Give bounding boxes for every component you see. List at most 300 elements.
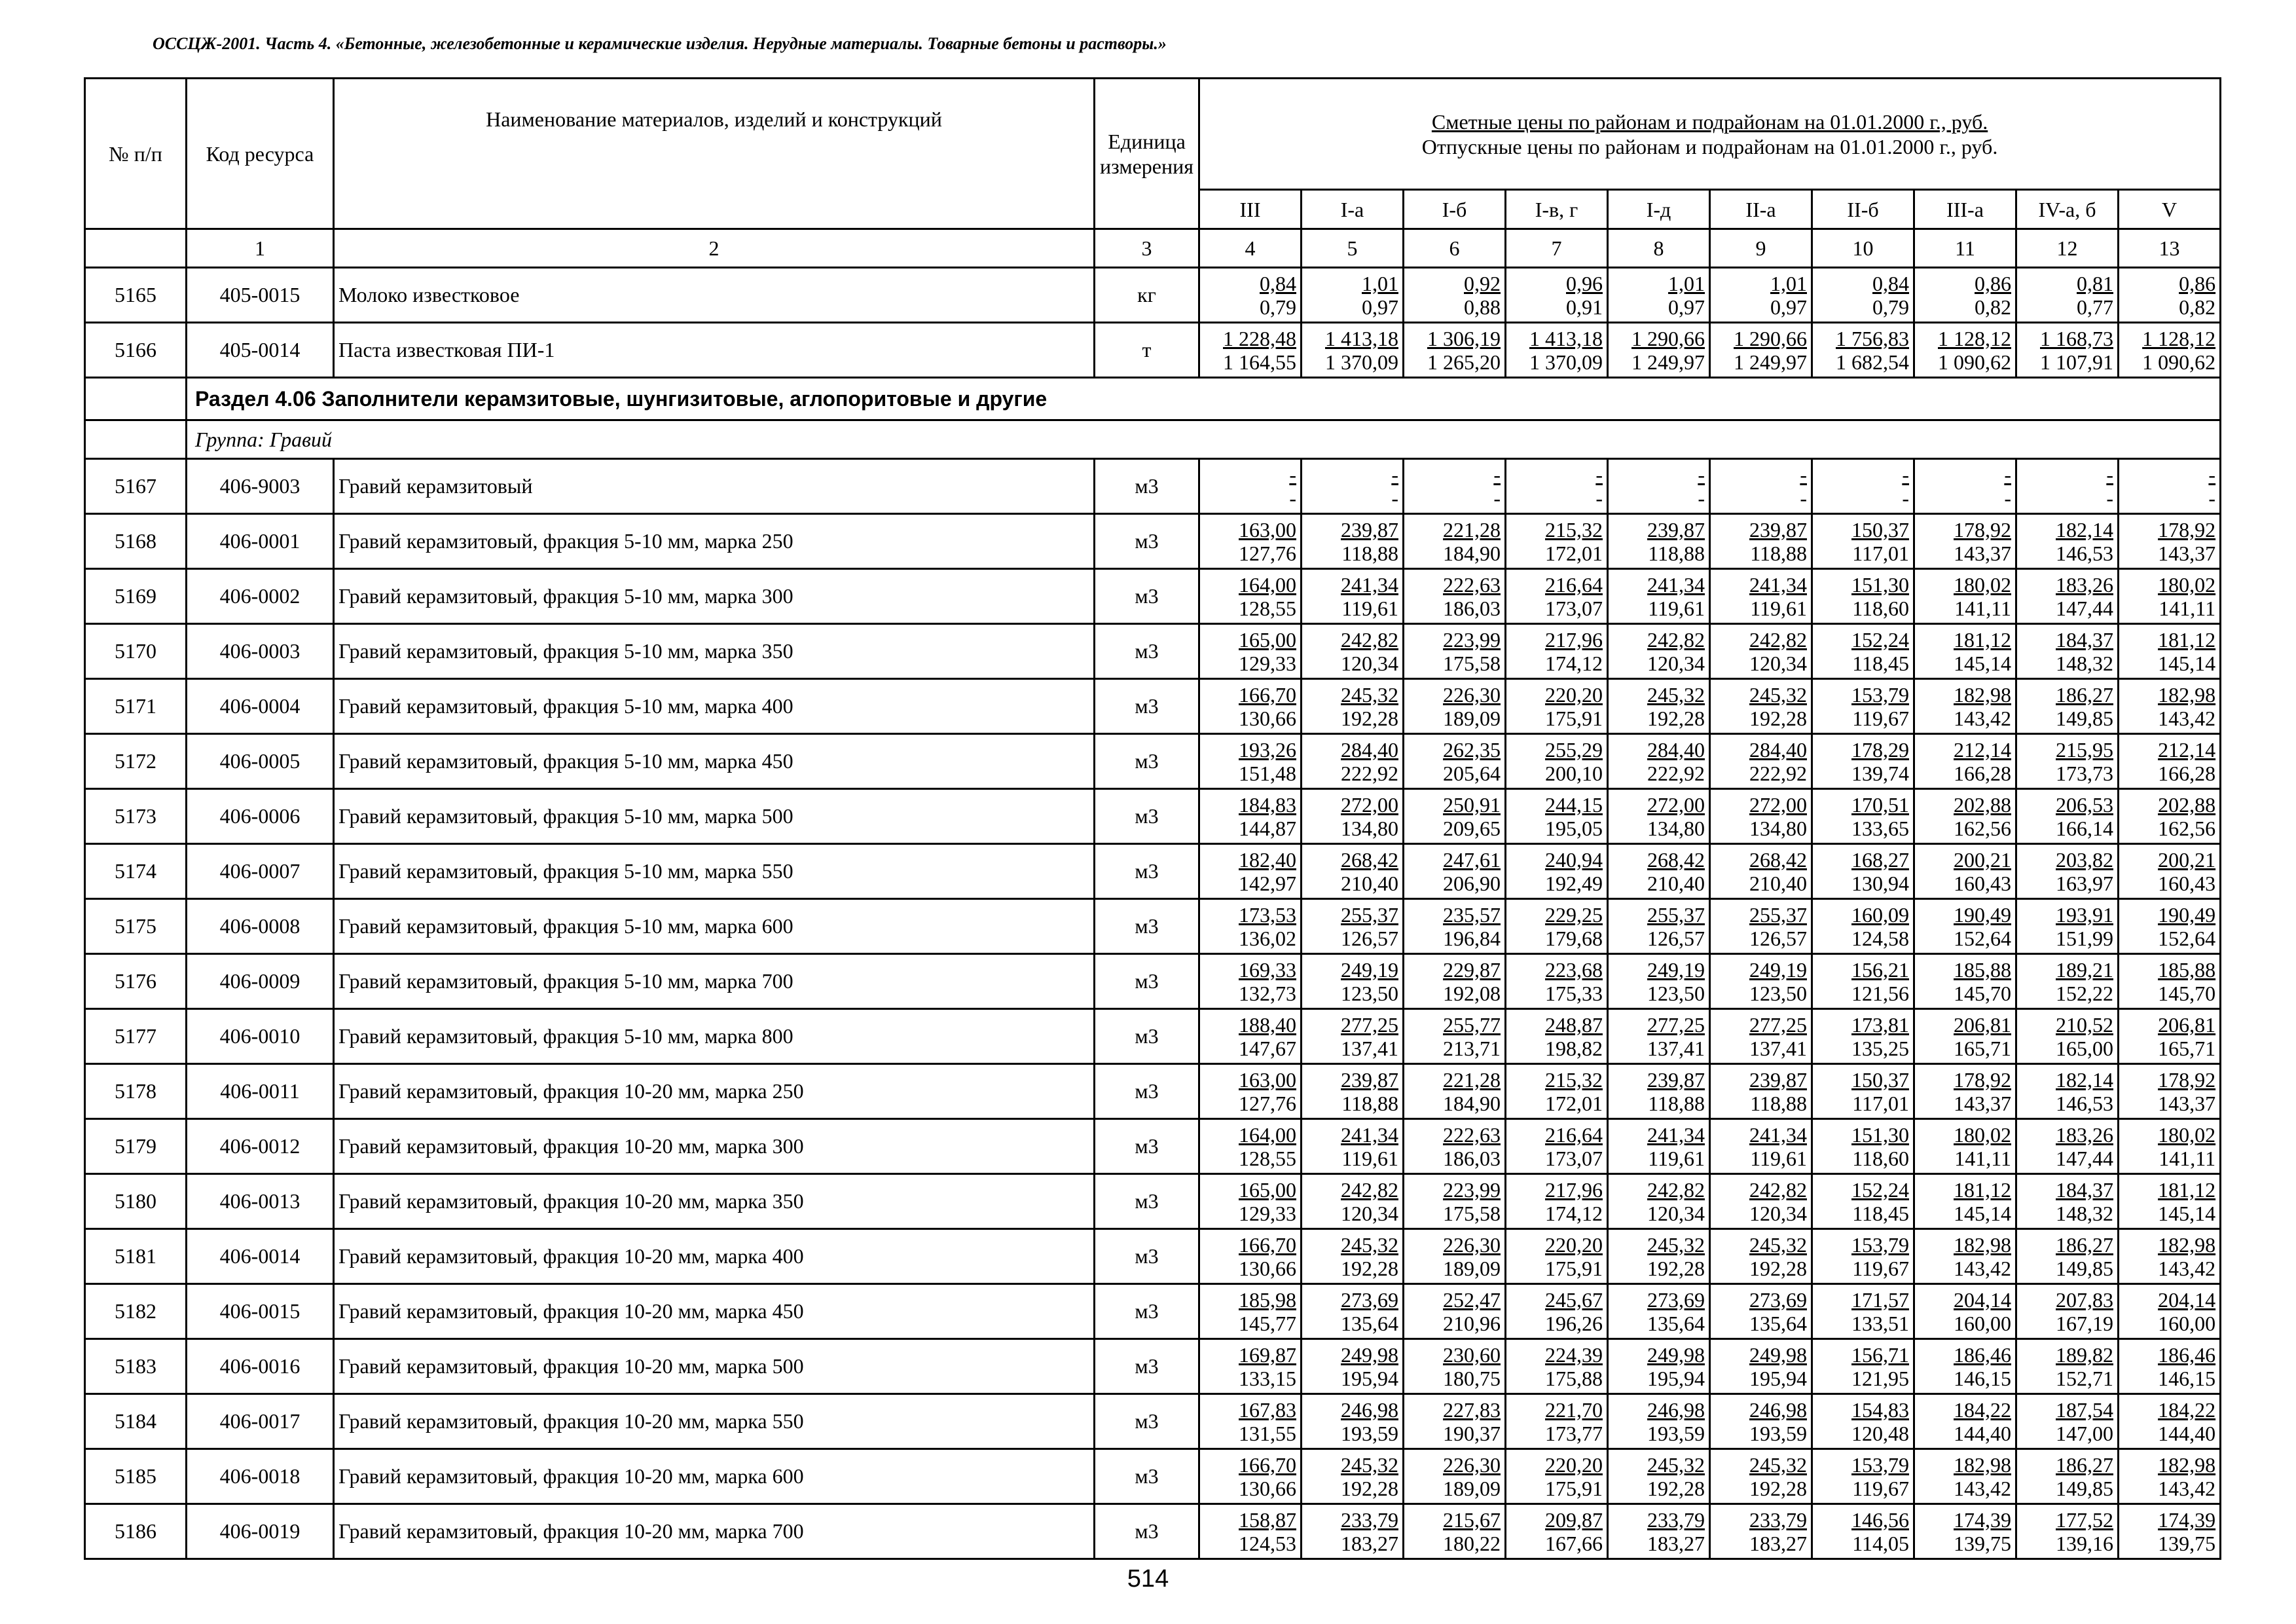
unit-of-measure: м3 [1095, 899, 1199, 954]
row-number: 5184 [85, 1394, 187, 1449]
release-price: 192,28 [1647, 706, 1705, 730]
section-blank-cell [85, 378, 187, 420]
estimate-price: 185,98 [1239, 1287, 1296, 1312]
material-name: Гравий керамзитовый, фракция 10-20 мм, марка 500 [334, 1339, 1095, 1394]
row-number: 5168 [85, 514, 187, 569]
price-cell [1506, 323, 1608, 378]
release-price: - [2106, 486, 2113, 510]
estimate-price: 226,30 [1443, 1452, 1501, 1477]
estimate-price: 242,82 [1647, 1177, 1705, 1202]
release-price: 133,15 [1239, 1366, 1296, 1390]
estimate-price: 150,37 [1851, 1067, 1909, 1092]
table-row [85, 1174, 2221, 1229]
price-cell [2016, 1394, 2119, 1449]
price-cell [1199, 624, 1302, 679]
table-row [85, 323, 2221, 378]
price-cell [1506, 1339, 1608, 1394]
estimate-price: - [1391, 462, 1398, 487]
release-price: 192,08 [1443, 981, 1501, 1005]
table-row [85, 624, 2221, 679]
estimate-price: 239,87 [1749, 517, 1807, 542]
price-cell [1199, 459, 1302, 514]
release-price: 0,82 [2179, 295, 2216, 319]
release-price: 143,37 [2158, 1091, 2216, 1115]
release-price: 167,66 [1545, 1531, 1603, 1555]
release-price: 192,28 [1749, 706, 1807, 730]
price-cell [1302, 268, 1404, 323]
estimate-price: 146,56 [1851, 1507, 1909, 1532]
estimate-price: 215,95 [2056, 737, 2113, 762]
price-cell [1404, 1284, 1506, 1339]
release-price: 134,80 [1341, 816, 1398, 840]
release-price: 145,70 [2158, 981, 2216, 1005]
estimate-price: 212,14 [1954, 737, 2011, 762]
estimate-price: 184,37 [2056, 1177, 2113, 1202]
header-region: II-б [1812, 190, 1914, 229]
price-cell [1199, 1394, 1302, 1449]
price-cell [1608, 844, 1710, 899]
estimate-price: - [1800, 462, 1807, 487]
release-price: 128,55 [1239, 596, 1296, 620]
price-cell [1302, 459, 1404, 514]
release-price: 193,59 [1647, 1421, 1705, 1445]
price-cell [1914, 268, 2016, 323]
unit-of-measure: м3 [1095, 514, 1199, 569]
release-price: 141,11 [1954, 596, 2011, 620]
table-row [85, 789, 2221, 844]
estimate-price: 187,54 [2056, 1397, 2113, 1422]
price-cell [2119, 1339, 2221, 1394]
estimate-price: 239,87 [1749, 1067, 1807, 1092]
estimate-price: 164,00 [1239, 572, 1296, 597]
estimate-price: 202,88 [2158, 792, 2216, 817]
release-price: 145,70 [1954, 981, 2011, 1005]
price-cell [1404, 1064, 1506, 1119]
estimate-price: 193,91 [2056, 902, 2113, 927]
release-price: 175,88 [1545, 1366, 1603, 1390]
release-price: 143,42 [1954, 1476, 2011, 1500]
release-price: - [1800, 486, 1807, 510]
price-cell [1199, 734, 1302, 789]
estimate-price: 0,96 [1566, 271, 1603, 295]
price-cell [1404, 789, 1506, 844]
release-price: 0,91 [1566, 295, 1603, 319]
estimate-price: 182,98 [2158, 1232, 2216, 1257]
estimate-price: 186,46 [2158, 1342, 2216, 1367]
price-cell [1608, 679, 1710, 734]
table-row [85, 734, 2221, 789]
material-name: Гравий керамзитовый, фракция 5-10 мм, марка 350 [334, 624, 1095, 679]
column-index: 3 [1095, 229, 1199, 268]
estimate-price: 245,32 [1749, 1452, 1807, 1477]
column-index: 11 [1914, 229, 2016, 268]
price-cell [1710, 954, 1812, 1009]
price-cell [2016, 1449, 2119, 1504]
price-cell [1302, 1229, 1404, 1284]
estimate-price: 220,20 [1545, 682, 1603, 707]
estimate-price: 249,19 [1749, 957, 1807, 982]
table-row [85, 954, 2221, 1009]
estimate-price: 273,69 [1647, 1287, 1705, 1312]
release-price: 184,90 [1443, 541, 1501, 565]
estimate-price: 284,40 [1647, 737, 1705, 762]
unit-of-measure: м3 [1095, 1339, 1199, 1394]
price-cell [1199, 789, 1302, 844]
price-cell [1302, 899, 1404, 954]
estimate-price: 249,98 [1647, 1342, 1705, 1367]
release-price: 195,94 [1647, 1366, 1705, 1390]
page-header: ОССЦЖ-2001. Часть 4. «Бетонные, железобетонные и керамические изделия. Нерудные материалы. Товарные бетоны и растворы.» [153, 34, 1167, 53]
unit-of-measure: кг [1095, 268, 1199, 323]
release-price: 135,64 [1647, 1311, 1705, 1335]
price-cell [1302, 734, 1404, 789]
column-index: 2 [334, 229, 1095, 268]
estimate-price: 239,87 [1341, 517, 1398, 542]
estimate-price: 221,28 [1443, 517, 1501, 542]
estimate-price: - [1493, 462, 1501, 487]
price-cell [1199, 899, 1302, 954]
price-cell [1710, 1229, 1812, 1284]
estimate-price: 183,26 [2056, 572, 2113, 597]
price-cell [2016, 1339, 2119, 1394]
estimate-price: 1 413,18 [1529, 326, 1603, 350]
estimate-price: 222,63 [1443, 572, 1501, 597]
resource-code: 405-0015 [187, 268, 334, 323]
price-cell [2119, 1119, 2221, 1174]
release-price: 118,45 [1852, 651, 1909, 675]
price-cell [1302, 679, 1404, 734]
price-cell [1506, 1394, 1608, 1449]
release-price: 180,22 [1443, 1531, 1501, 1555]
release-price: 118,88 [1750, 1091, 1807, 1115]
price-cell [1404, 1394, 1506, 1449]
release-price: 0,77 [2077, 295, 2113, 319]
estimate-price: 284,40 [1341, 737, 1398, 762]
release-price: 137,41 [1749, 1036, 1807, 1060]
estimate-price: 268,42 [1749, 847, 1807, 872]
release-price: 0,97 [1770, 295, 1807, 319]
price-cell [1506, 569, 1608, 624]
release-price: 126,57 [1749, 926, 1807, 950]
estimate-price: 182,98 [2158, 682, 2216, 707]
estimate-price: 1 290,66 [1631, 326, 1705, 350]
estimate-price: 1,01 [1668, 271, 1705, 295]
resource-code: 405-0014 [187, 323, 334, 378]
release-price: 175,58 [1443, 1201, 1501, 1225]
price-cell [1302, 1009, 1404, 1064]
price-cell [2119, 789, 2221, 844]
release-price: 143,37 [1954, 1091, 2011, 1115]
release-price: 120,34 [1647, 1201, 1705, 1225]
header-prices-otpusk: Отпускные цены по районам и подрайонам на 01.01.2000 г., руб. [1421, 134, 1998, 158]
price-cell [1199, 1064, 1302, 1119]
estimate-price: 152,24 [1851, 627, 1909, 652]
estimate-price: 160,09 [1851, 902, 1909, 927]
release-price: 118,88 [1648, 541, 1705, 565]
release-price: 143,42 [2158, 706, 2216, 730]
release-price: 1 370,09 [1325, 350, 1398, 374]
estimate-price: 268,42 [1647, 847, 1705, 872]
release-price: 148,32 [2056, 651, 2113, 675]
table-row [85, 1119, 2221, 1174]
release-price: 193,59 [1749, 1421, 1807, 1445]
release-price: 135,64 [1749, 1311, 1807, 1335]
material-name: Гравий керамзитовый [334, 459, 1095, 514]
price-cell [1812, 1119, 1914, 1174]
price-cell [2016, 1119, 2119, 1174]
price-cell [1302, 789, 1404, 844]
estimate-price: 222,63 [1443, 1122, 1501, 1147]
estimate-price: 0,84 [1260, 271, 1296, 295]
price-cell [1404, 1009, 1506, 1064]
estimate-price: 166,70 [1239, 1232, 1296, 1257]
price-cell [1608, 899, 1710, 954]
release-price: 127,76 [1239, 1091, 1296, 1115]
estimate-price: 189,21 [2056, 957, 2113, 982]
row-number: 5166 [85, 323, 187, 378]
release-price: 1 249,97 [1734, 350, 1807, 374]
price-cell [1710, 1174, 1812, 1229]
release-price: 127,76 [1239, 541, 1296, 565]
resource-code: 406-0013 [187, 1174, 334, 1229]
release-price: 118,60 [1852, 1146, 1909, 1170]
resource-code: 406-0017 [187, 1394, 334, 1449]
release-price: 118,88 [1750, 541, 1807, 565]
material-name: Гравий керамзитовый, фракция 10-20 мм, марка 250 [334, 1064, 1095, 1119]
estimate-price: 1 168,73 [2040, 326, 2113, 350]
estimate-price: 242,82 [1749, 1177, 1807, 1202]
material-name: Гравий керамзитовый, фракция 10-20 мм, марка 600 [334, 1449, 1095, 1504]
price-cell [1812, 1064, 1914, 1119]
estimate-price: 1 306,19 [1427, 326, 1501, 350]
estimate-price: 272,00 [1341, 792, 1398, 817]
release-price: 162,56 [1954, 816, 2011, 840]
estimate-price: 241,34 [1341, 1122, 1398, 1147]
price-cell [1608, 1174, 1710, 1229]
price-cell [1812, 1284, 1914, 1339]
estimate-price: 230,60 [1443, 1342, 1501, 1367]
price-cell [2016, 789, 2119, 844]
release-price: 210,40 [1341, 871, 1398, 895]
estimate-price: 245,32 [1749, 682, 1807, 707]
release-price: 0,82 [1975, 295, 2011, 319]
estimate-price: 180,02 [2158, 1122, 2216, 1147]
price-cell [1404, 1119, 1506, 1174]
release-price: 144,40 [1954, 1421, 2011, 1445]
release-price: 126,57 [1647, 926, 1705, 950]
estimate-price: 245,32 [1647, 682, 1705, 707]
header-region: I-б [1404, 190, 1506, 229]
release-price: 0,97 [1362, 295, 1398, 319]
release-price: 146,15 [2158, 1366, 2216, 1390]
estimate-price: - [2004, 462, 2011, 487]
table-row [85, 514, 2221, 569]
price-cell [1506, 1009, 1608, 1064]
release-price: 142,97 [1239, 871, 1296, 895]
estimate-price: 245,32 [1341, 682, 1398, 707]
estimate-price: 186,27 [2056, 1452, 2113, 1477]
estimate-price: 221,70 [1545, 1397, 1603, 1422]
price-cell [1710, 514, 1812, 569]
price-cell [1199, 1174, 1302, 1229]
table-row [85, 679, 2221, 734]
estimate-price: 168,27 [1851, 847, 1909, 872]
release-price: 174,12 [1545, 1201, 1603, 1225]
estimate-price: 180,02 [2158, 572, 2216, 597]
release-price: 174,12 [1545, 651, 1603, 675]
estimate-price: 223,99 [1443, 1177, 1501, 1202]
price-cell [1302, 624, 1404, 679]
price-cell [1710, 323, 1812, 378]
release-price: 118,45 [1852, 1201, 1909, 1225]
estimate-price: 246,98 [1647, 1397, 1705, 1422]
release-price: 143,37 [2158, 541, 2216, 565]
price-cell [1302, 1449, 1404, 1504]
column-index: 6 [1404, 229, 1506, 268]
price-cell [1812, 899, 1914, 954]
estimate-price: 277,25 [1341, 1012, 1398, 1037]
release-price: 1 164,55 [1223, 350, 1296, 374]
estimate-price: 220,20 [1545, 1452, 1603, 1477]
resource-code: 406-0012 [187, 1119, 334, 1174]
estimate-price: 272,00 [1749, 792, 1807, 817]
estimate-price: 150,37 [1851, 517, 1909, 542]
estimate-price: 221,28 [1443, 1067, 1501, 1092]
price-cell [1710, 789, 1812, 844]
price-cell [1608, 1229, 1710, 1284]
estimate-price: 207,83 [2056, 1287, 2113, 1312]
estimate-price: 268,42 [1341, 847, 1398, 872]
material-name: Гравий керамзитовый, фракция 10-20 мм, марка 450 [334, 1284, 1095, 1339]
unit-of-measure: т [1095, 323, 1199, 378]
price-cell [1506, 514, 1608, 569]
estimate-price: 171,57 [1851, 1287, 1909, 1312]
estimate-price: 178,29 [1851, 737, 1909, 762]
estimate-price: 203,82 [2056, 847, 2113, 872]
release-price: 166,28 [1954, 761, 2011, 785]
release-price: 143,42 [1954, 1256, 2011, 1280]
release-price: 145,77 [1239, 1311, 1296, 1335]
estimate-price: 239,87 [1647, 1067, 1705, 1092]
release-price: 119,61 [1341, 596, 1398, 620]
estimate-price: 177,52 [2056, 1507, 2113, 1532]
estimate-price: 167,83 [1239, 1397, 1296, 1422]
release-price: 180,75 [1443, 1366, 1501, 1390]
price-cell [1199, 1009, 1302, 1064]
release-price: 120,34 [1341, 1201, 1398, 1225]
price-cell [1914, 954, 2016, 1009]
price-cell [1404, 569, 1506, 624]
price-cell [1302, 1119, 1404, 1174]
resource-code: 406-0015 [187, 1284, 334, 1339]
estimate-price: 284,40 [1749, 737, 1807, 762]
resource-code: 406-0018 [187, 1449, 334, 1504]
unit-of-measure: м3 [1095, 1284, 1199, 1339]
estimate-price: 182,14 [2056, 517, 2113, 542]
estimate-price: 202,88 [1954, 792, 2011, 817]
release-price: 135,64 [1341, 1311, 1398, 1335]
table-row [85, 459, 2221, 514]
price-cell [1914, 1229, 2016, 1284]
price-cell [2119, 459, 2221, 514]
release-price: 192,28 [1341, 1256, 1398, 1280]
estimate-price: 241,34 [1341, 572, 1398, 597]
price-cell [1914, 1339, 2016, 1394]
release-price: 120,34 [1749, 651, 1807, 675]
estimate-price: 182,40 [1239, 847, 1296, 872]
estimate-price: 242,82 [1749, 627, 1807, 652]
release-price: 146,53 [2056, 1091, 2113, 1115]
price-cell [2119, 899, 2221, 954]
resource-code: 406-0014 [187, 1229, 334, 1284]
price-cell [1914, 1119, 2016, 1174]
price-cell [2016, 1229, 2119, 1284]
estimate-price: 215,32 [1545, 1067, 1603, 1092]
price-cell [1302, 569, 1404, 624]
price-cell [1302, 844, 1404, 899]
column-index: 10 [1812, 229, 1914, 268]
price-cell [1404, 514, 1506, 569]
price-cell [1404, 1339, 1506, 1394]
price-cell [1199, 569, 1302, 624]
release-price: 119,67 [1852, 706, 1909, 730]
resource-code: 406-0006 [187, 789, 334, 844]
price-cell [1608, 1504, 1710, 1559]
release-price: 129,33 [1239, 651, 1296, 675]
release-price: 195,94 [1341, 1366, 1398, 1390]
release-price: 165,00 [2056, 1036, 2113, 1060]
release-price: - [2208, 486, 2216, 510]
price-cell [1506, 734, 1608, 789]
release-price: 196,26 [1545, 1311, 1603, 1335]
release-price: 1 107,91 [2040, 350, 2113, 374]
estimate-price: 235,57 [1443, 902, 1501, 927]
row-number: 5185 [85, 1449, 187, 1504]
estimate-price: 273,69 [1749, 1287, 1807, 1312]
price-cell [2016, 954, 2119, 1009]
estimate-price: 245,32 [1749, 1232, 1807, 1257]
release-price: 0,79 [1260, 295, 1296, 319]
table-row [85, 569, 2221, 624]
table-row [85, 1394, 2221, 1449]
release-price: 160,00 [1954, 1311, 2011, 1335]
release-price: 192,28 [1341, 1476, 1398, 1500]
estimate-price: 158,87 [1239, 1507, 1296, 1532]
resource-code: 406-0008 [187, 899, 334, 954]
row-number: 5176 [85, 954, 187, 1009]
row-number: 5177 [85, 1009, 187, 1064]
release-price: 124,53 [1239, 1531, 1296, 1555]
release-price: 149,85 [2056, 1256, 2113, 1280]
estimate-price: 241,34 [1647, 572, 1705, 597]
row-number: 5174 [85, 844, 187, 899]
estimate-price: 245,32 [1647, 1452, 1705, 1477]
price-cell [1199, 844, 1302, 899]
price-cell [1608, 1064, 1710, 1119]
price-cell [1710, 734, 1812, 789]
price-cell [1608, 1119, 1710, 1174]
material-name: Гравий керамзитовый, фракция 10-20 мм, марка 400 [334, 1229, 1095, 1284]
release-price: 119,67 [1852, 1256, 1909, 1280]
release-price: 184,90 [1443, 1091, 1501, 1115]
release-price: 209,65 [1443, 816, 1501, 840]
estimate-price: 193,26 [1239, 737, 1296, 762]
estimate-price: 178,92 [1954, 517, 2011, 542]
estimate-price: 272,00 [1647, 792, 1705, 817]
estimate-price: 180,02 [1954, 572, 2011, 597]
price-cell [1710, 899, 1812, 954]
price-cell [2119, 1064, 2221, 1119]
